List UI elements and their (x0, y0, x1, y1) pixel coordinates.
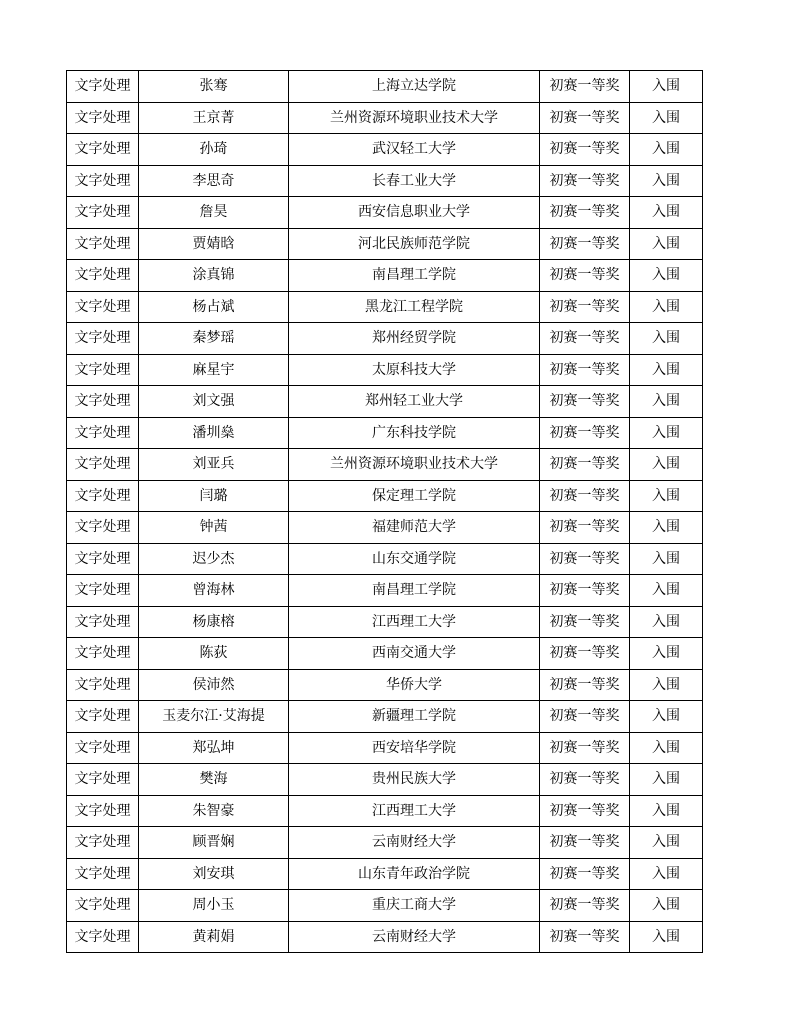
award-cell: 初赛一等奖 (540, 890, 630, 922)
category-cell: 文字处理 (67, 260, 139, 292)
award-cell: 初赛一等奖 (540, 827, 630, 859)
name-cell: 迟少杰 (139, 543, 289, 575)
status-cell: 入围 (630, 669, 703, 701)
category-cell: 文字处理 (67, 858, 139, 890)
status-cell: 入围 (630, 323, 703, 355)
category-cell: 文字处理 (67, 291, 139, 323)
status-cell: 入围 (630, 890, 703, 922)
status-cell: 入围 (630, 134, 703, 166)
name-cell: 刘文强 (139, 386, 289, 418)
table-row (67, 386, 703, 418)
status-cell: 入围 (630, 575, 703, 607)
name-cell: 贾婧晗 (139, 228, 289, 260)
status-cell: 入围 (630, 354, 703, 386)
award-cell: 初赛一等奖 (540, 480, 630, 512)
status-cell: 入围 (630, 165, 703, 197)
category-cell: 文字处理 (67, 354, 139, 386)
table-row (67, 165, 703, 197)
name-cell: 陈荻 (139, 638, 289, 670)
status-cell: 入围 (630, 732, 703, 764)
category-cell: 文字处理 (67, 197, 139, 229)
name-cell: 黄莉娟 (139, 921, 289, 953)
school-cell: 兰州资源环境职业技术大学 (289, 449, 540, 481)
table-row (67, 764, 703, 796)
category-cell: 文字处理 (67, 764, 139, 796)
name-cell: 李思奇 (139, 165, 289, 197)
table-row (67, 417, 703, 449)
school-cell: 山东交通学院 (289, 543, 540, 575)
status-cell: 入围 (630, 102, 703, 134)
name-cell: 玉麦尔江·艾海提 (139, 701, 289, 733)
category-cell: 文字处理 (67, 669, 139, 701)
award-cell: 初赛一等奖 (540, 732, 630, 764)
school-cell: 山东青年政治学院 (289, 858, 540, 890)
table-row (67, 102, 703, 134)
table-row (67, 732, 703, 764)
table-row (67, 795, 703, 827)
status-cell: 入围 (630, 606, 703, 638)
school-cell: 兰州资源环境职业技术大学 (289, 102, 540, 134)
name-cell: 潘圳燊 (139, 417, 289, 449)
table-row (67, 197, 703, 229)
award-cell: 初赛一等奖 (540, 354, 630, 386)
status-cell: 入围 (630, 291, 703, 323)
status-cell: 入围 (630, 795, 703, 827)
award-cell: 初赛一等奖 (540, 921, 630, 953)
status-cell: 入围 (630, 71, 703, 103)
table-row (67, 921, 703, 953)
category-cell: 文字处理 (67, 606, 139, 638)
school-cell: 武汉轻工大学 (289, 134, 540, 166)
name-cell: 周小玉 (139, 890, 289, 922)
awards-table (66, 70, 703, 953)
category-cell: 文字处理 (67, 512, 139, 544)
award-cell: 初赛一等奖 (540, 165, 630, 197)
school-cell: 江西理工大学 (289, 795, 540, 827)
school-cell: 郑州经贸学院 (289, 323, 540, 355)
award-cell: 初赛一等奖 (540, 228, 630, 260)
award-cell: 初赛一等奖 (540, 449, 630, 481)
category-cell: 文字处理 (67, 134, 139, 166)
table-row (67, 480, 703, 512)
name-cell: 秦梦瑶 (139, 323, 289, 355)
category-cell: 文字处理 (67, 417, 139, 449)
award-cell: 初赛一等奖 (540, 134, 630, 166)
name-cell: 钟茜 (139, 512, 289, 544)
table-row (67, 575, 703, 607)
award-cell: 初赛一等奖 (540, 386, 630, 418)
school-cell: 福建师范大学 (289, 512, 540, 544)
school-cell: 上海立达学院 (289, 71, 540, 103)
award-cell: 初赛一等奖 (540, 197, 630, 229)
name-cell: 张骞 (139, 71, 289, 103)
school-cell: 西安培华学院 (289, 732, 540, 764)
awards-table-body (67, 71, 703, 953)
table-row (67, 638, 703, 670)
award-cell: 初赛一等奖 (540, 260, 630, 292)
category-cell: 文字处理 (67, 827, 139, 859)
category-cell: 文字处理 (67, 449, 139, 481)
award-cell: 初赛一等奖 (540, 575, 630, 607)
school-cell: 江西理工大学 (289, 606, 540, 638)
school-cell: 西安信息职业大学 (289, 197, 540, 229)
table-row (67, 606, 703, 638)
name-cell: 孙琦 (139, 134, 289, 166)
table-row (67, 354, 703, 386)
award-cell: 初赛一等奖 (540, 323, 630, 355)
category-cell: 文字处理 (67, 102, 139, 134)
name-cell: 刘安琪 (139, 858, 289, 890)
name-cell: 杨康榕 (139, 606, 289, 638)
table-row (67, 291, 703, 323)
category-cell: 文字处理 (67, 732, 139, 764)
category-cell: 文字处理 (67, 543, 139, 575)
award-cell: 初赛一等奖 (540, 102, 630, 134)
table-row (67, 512, 703, 544)
category-cell: 文字处理 (67, 71, 139, 103)
table-row (67, 890, 703, 922)
name-cell: 闫璐 (139, 480, 289, 512)
table-row (67, 701, 703, 733)
school-cell: 重庆工商大学 (289, 890, 540, 922)
school-cell: 云南财经大学 (289, 921, 540, 953)
status-cell: 入围 (630, 260, 703, 292)
category-cell: 文字处理 (67, 165, 139, 197)
school-cell: 黑龙江工程学院 (289, 291, 540, 323)
name-cell: 顾晋娴 (139, 827, 289, 859)
award-cell: 初赛一等奖 (540, 543, 630, 575)
award-cell: 初赛一等奖 (540, 606, 630, 638)
status-cell: 入围 (630, 449, 703, 481)
school-cell: 河北民族师范学院 (289, 228, 540, 260)
status-cell: 入围 (630, 480, 703, 512)
name-cell: 樊海 (139, 764, 289, 796)
school-cell: 云南财经大学 (289, 827, 540, 859)
name-cell: 詹昊 (139, 197, 289, 229)
school-cell: 广东科技学院 (289, 417, 540, 449)
category-cell: 文字处理 (67, 386, 139, 418)
name-cell: 麻星宇 (139, 354, 289, 386)
school-cell: 南昌理工学院 (289, 260, 540, 292)
status-cell: 入围 (630, 197, 703, 229)
category-cell: 文字处理 (67, 795, 139, 827)
name-cell: 侯沛然 (139, 669, 289, 701)
status-cell: 入围 (630, 228, 703, 260)
status-cell: 入围 (630, 543, 703, 575)
school-cell: 新疆理工学院 (289, 701, 540, 733)
category-cell: 文字处理 (67, 575, 139, 607)
table-row (67, 260, 703, 292)
school-cell: 太原科技大学 (289, 354, 540, 386)
table-row (67, 669, 703, 701)
name-cell: 朱智豪 (139, 795, 289, 827)
status-cell: 入围 (630, 858, 703, 890)
award-cell: 初赛一等奖 (540, 858, 630, 890)
table-row (67, 71, 703, 103)
category-cell: 文字处理 (67, 480, 139, 512)
table-row (67, 827, 703, 859)
category-cell: 文字处理 (67, 701, 139, 733)
school-cell: 长春工业大学 (289, 165, 540, 197)
name-cell: 杨占斌 (139, 291, 289, 323)
name-cell: 曾海林 (139, 575, 289, 607)
status-cell: 入围 (630, 827, 703, 859)
award-cell: 初赛一等奖 (540, 638, 630, 670)
name-cell: 王京菁 (139, 102, 289, 134)
status-cell: 入围 (630, 638, 703, 670)
status-cell: 入围 (630, 921, 703, 953)
status-cell: 入围 (630, 386, 703, 418)
school-cell: 西南交通大学 (289, 638, 540, 670)
table-row (67, 858, 703, 890)
award-cell: 初赛一等奖 (540, 669, 630, 701)
name-cell: 涂真锦 (139, 260, 289, 292)
award-cell: 初赛一等奖 (540, 795, 630, 827)
name-cell: 刘亚兵 (139, 449, 289, 481)
category-cell: 文字处理 (67, 638, 139, 670)
name-cell: 郑弘坤 (139, 732, 289, 764)
table-row (67, 449, 703, 481)
award-cell: 初赛一等奖 (540, 701, 630, 733)
award-cell: 初赛一等奖 (540, 764, 630, 796)
school-cell: 郑州轻工业大学 (289, 386, 540, 418)
table-row (67, 134, 703, 166)
status-cell: 入围 (630, 701, 703, 733)
category-cell: 文字处理 (67, 890, 139, 922)
status-cell: 入围 (630, 417, 703, 449)
school-cell: 贵州民族大学 (289, 764, 540, 796)
table-row (67, 323, 703, 355)
award-cell: 初赛一等奖 (540, 291, 630, 323)
table-row (67, 543, 703, 575)
status-cell: 入围 (630, 512, 703, 544)
category-cell: 文字处理 (67, 228, 139, 260)
category-cell: 文字处理 (67, 921, 139, 953)
school-cell: 南昌理工学院 (289, 575, 540, 607)
category-cell: 文字处理 (67, 323, 139, 355)
award-cell: 初赛一等奖 (540, 71, 630, 103)
award-cell: 初赛一等奖 (540, 512, 630, 544)
school-cell: 华侨大学 (289, 669, 540, 701)
school-cell: 保定理工学院 (289, 480, 540, 512)
award-cell: 初赛一等奖 (540, 417, 630, 449)
status-cell: 入围 (630, 764, 703, 796)
table-row (67, 228, 703, 260)
